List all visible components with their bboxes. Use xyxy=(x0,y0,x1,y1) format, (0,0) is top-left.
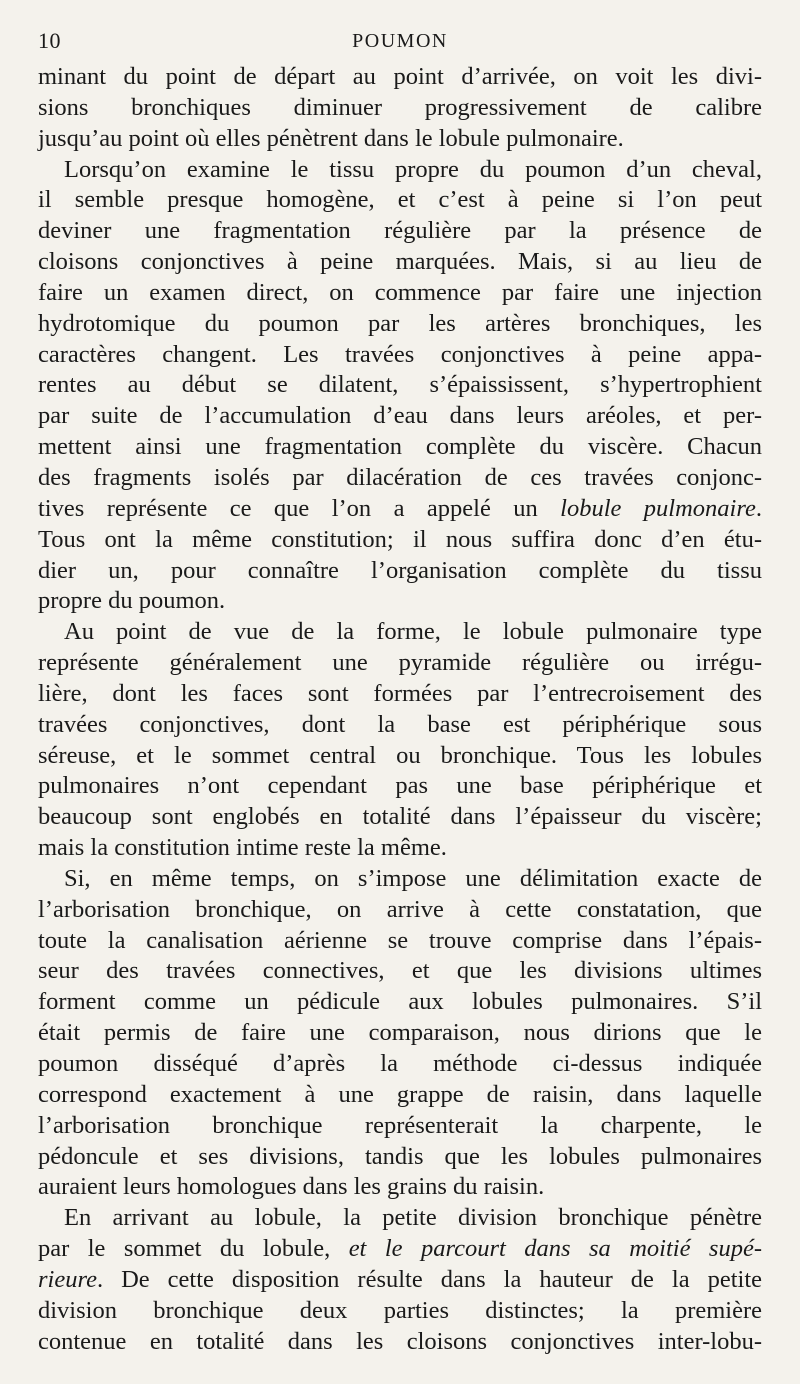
text-line: par suite de l’accumulation d’eau dans leurs aréoles, et per- xyxy=(38,402,762,430)
text-line: jusqu’au point où elles pénètrent dans le lobule pulmonaire. xyxy=(38,124,624,152)
text-line: beaucoup sont englobés en totalité dans l’épaisseur du viscère; xyxy=(38,803,762,831)
text-line: lière, dont les faces sont formées par l’entrecroisement des xyxy=(38,679,762,707)
text-line: mais la constitution intime reste la même. xyxy=(38,834,447,862)
text-line: était permis de faire une comparaison, nous dirions que le xyxy=(38,1019,762,1047)
text-line: division bronchique deux parties distinctes; la première xyxy=(38,1296,762,1324)
text-line: représente généralement une pyramide régulière ou irrégu- xyxy=(38,649,762,677)
italic-segment: rieure xyxy=(38,1265,97,1293)
text-line xyxy=(38,494,762,525)
text-line: correspond exactement à une grappe de raisin, dans laquelle xyxy=(38,1080,762,1108)
text-line: poumon disséqué d’après la méthode ci-dessus indiquée xyxy=(38,1050,762,1077)
text-line: toute la canalisation aérienne se trouve comprise dans l’épais- xyxy=(38,926,762,954)
text-segment: tives représente ce que l’on a appelé un xyxy=(38,494,561,522)
text-line: forment comme un pédicule aux lobules pulmonaires. S’il xyxy=(38,988,762,1016)
running-title: POUMON xyxy=(352,30,448,52)
body-text xyxy=(38,62,762,1357)
text-line: seur des travées connectives, et que les divisions ultimes xyxy=(38,957,762,985)
text-line xyxy=(38,1234,762,1265)
text-line: des fragments isolés par dilacération de ces travées conjonc- xyxy=(38,463,762,491)
text-line: pulmonaires n’ont cependant pas une base périphérique et xyxy=(38,772,762,800)
text-line: hydrotomique du poumon par les artères bronchiques, les xyxy=(38,309,762,337)
text-line: il semble presque homogène, et c’est à peine si l’on peut xyxy=(38,186,762,214)
text-line: Lorsqu’on examine le tissu propre du poumon d’un cheval, xyxy=(64,155,762,183)
text-line: contenue en totalité dans les cloisons conjonctives inter-lobu- xyxy=(38,1327,762,1355)
text-line: l’arborisation bronchique, on arrive à cette constatation, que xyxy=(38,895,762,923)
text-segment: . xyxy=(755,494,762,522)
text-line: En arrivant au lobule, la petite division bronchique pénètre xyxy=(64,1204,762,1232)
text-line xyxy=(38,1265,762,1296)
text-line: Tous ont la même constitution; il nous suffira donc d’en étu- xyxy=(38,525,762,553)
text-line: minant du point de départ au point d’arrivée, on voit les divi- xyxy=(38,63,762,90)
text-line: séreuse, et le sommet central ou bronchique. Tous les lobules xyxy=(38,741,762,769)
text-line: caractères changent. Les travées conjonctives à peine appa- xyxy=(38,340,762,368)
text-line: faire un examen direct, on commence par faire une injection xyxy=(38,278,762,306)
text-line: auraient leurs homologues dans les grains du raisin. xyxy=(38,1173,545,1201)
text-line: Au point de vue de la forme, le lobule pulmonaire type xyxy=(64,618,762,646)
text-line: deviner une fragmentation régulière par la présence de xyxy=(38,217,762,245)
text-segment: par le sommet du lobule, xyxy=(38,1235,349,1263)
text-line: travées conjonctives, dont la base est périphérique sous xyxy=(38,710,762,738)
page-number: 10 xyxy=(38,28,61,53)
text-line: l’arborisation bronchique représenterait la charpente, le xyxy=(38,1111,762,1139)
text-line: dier un, pour connaître l’organisation complète du tissu xyxy=(38,556,762,584)
text-line: sions bronchiques diminuer progressivement de calibre xyxy=(38,93,762,121)
page-header xyxy=(34,22,766,58)
text-line: mettent ainsi une fragmentation complète du viscère. Chacun xyxy=(38,433,762,461)
text-line: rentes au début se dilatent, s’épaississent, s’hypertrophient xyxy=(38,371,762,399)
text-line: cloisons conjonctives à peine marquées. Mais, si au lieu de xyxy=(38,248,762,276)
text-line: pédoncule et ses divisions, tandis que les lobules pulmonaires xyxy=(38,1142,762,1170)
italic-segment: et le parcourt dans sa moitié supé- xyxy=(348,1235,762,1263)
text-line: propre du poumon. xyxy=(38,587,226,615)
italic-segment: lobule pulmonaire xyxy=(560,494,756,522)
text-segment: . De cette disposition résulte dans la hauteur de la petite xyxy=(96,1265,762,1293)
text-line: Si, en même temps, on s’impose une délimitation exacte de xyxy=(64,864,762,892)
